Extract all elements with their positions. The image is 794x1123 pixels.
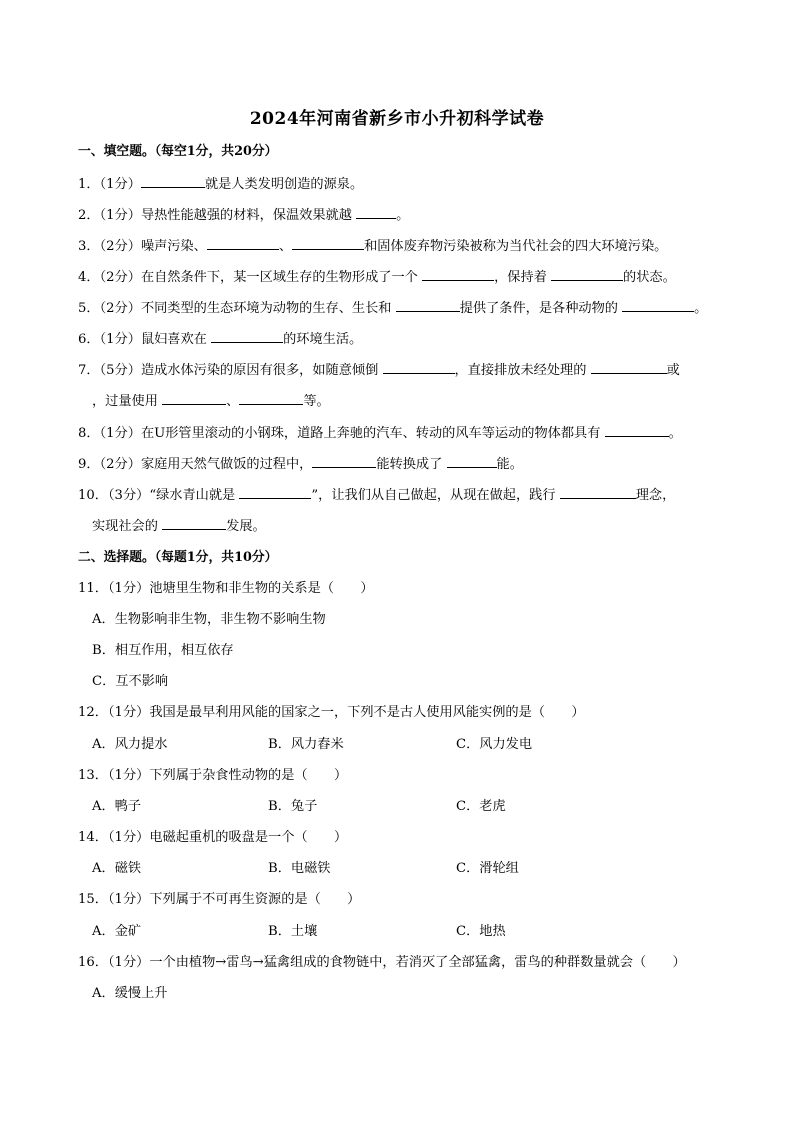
exam-title: 2024年河南省新乡市小升初科学试卷 xyxy=(249,109,545,129)
option-a[interactable]: A．风力提水 xyxy=(92,737,168,752)
answer-blank[interactable] xyxy=(422,267,494,281)
answer-blank[interactable] xyxy=(356,205,396,219)
answer-blank[interactable] xyxy=(292,236,364,250)
question-7: 7．（5分）造成水体污染的原因有很多，如随意倾倒 ，直接排放未经处理的 或 xyxy=(78,360,738,381)
options-row xyxy=(92,797,738,817)
question-11: 11．（1分）池塘里生物和非生物的关系是（ ） xyxy=(78,581,374,596)
answer-blank[interactable] xyxy=(551,267,623,281)
question-2: 2．（1分）导热性能越强的材料，保温效果就越 。 xyxy=(78,205,738,226)
option-c[interactable]: C．地热 xyxy=(456,924,506,939)
option-b[interactable]: B．土壤 xyxy=(268,924,318,939)
option-b[interactable]: B．兔子 xyxy=(268,799,318,814)
answer-blank[interactable] xyxy=(141,174,205,188)
question-4: 4．（2分）在自然条件下，某一区域生存的生物形成了一个 ，保持着 的状态。 xyxy=(78,267,738,288)
question-16: 16．（1分）一个由植物→雷鸟→猛禽组成的食物链中，若消灭了全部猛禽，雷鸟的种群数量就会（ ） xyxy=(78,955,686,970)
answer-blank[interactable] xyxy=(162,391,226,405)
option-b[interactable]: B．相互作用，相互依存 xyxy=(92,643,234,658)
answer-blank[interactable] xyxy=(622,298,694,312)
option-c[interactable]: C．互不影响 xyxy=(92,674,169,689)
answer-blank[interactable] xyxy=(383,360,455,374)
section-choice-heading: 二、选择题。（每题1分，共10分） xyxy=(78,550,278,565)
option-a[interactable]: A．鸭子 xyxy=(92,799,142,814)
option-c[interactable]: C．风力发电 xyxy=(456,737,533,752)
answer-blank[interactable] xyxy=(396,298,460,312)
answer-blank[interactable] xyxy=(239,391,303,405)
question-5: 5．（2分）不同类型的生态环境为动物的生存、生长和 提供了条件，是各种动物的 。 xyxy=(78,298,738,319)
question-15: 15．（1分）下列属于不可再生资源的是（ ） xyxy=(78,892,361,907)
answer-blank[interactable] xyxy=(447,454,497,468)
answer-blank[interactable] xyxy=(162,516,226,530)
answer-blank[interactable] xyxy=(591,360,667,374)
answer-blank[interactable] xyxy=(605,423,669,437)
question-9: 9．（2分）家庭用天然气做饭的过程中， 能转换成了 能。 xyxy=(78,454,738,475)
section-fill-heading: 一、填空题。（每空1分，共20分） xyxy=(78,144,278,159)
question-14: 14．（1分）电磁起重机的吸盘是一个（ ） xyxy=(78,830,348,845)
option-b[interactable]: B．风力舂米 xyxy=(268,737,344,752)
options-row xyxy=(92,859,738,879)
question-6: 6．（1分）鼠妇喜欢在 的环境生活。 xyxy=(78,329,738,350)
question-1: 1．（1分） 就是人类发明创造的源泉。 xyxy=(78,174,738,195)
option-a[interactable]: A．生物影响非生物，非生物不影响生物 xyxy=(92,612,326,627)
option-a[interactable]: A．金矿 xyxy=(92,924,142,939)
question-10-continued: 实现社会的 发展。 xyxy=(92,516,738,537)
question-12: 12．（1分）我国是最早利用风能的国家之一，下列不是古人使用风能实例的是（ ） xyxy=(78,705,585,720)
option-a[interactable]: A．缓慢上升 xyxy=(92,986,168,1001)
answer-blank[interactable] xyxy=(211,329,283,343)
question-10: 10．（3分）“绿水青山就是 ”，让我们从自己做起，从现在做起，践行 理念， xyxy=(78,485,738,506)
question-7-continued: ，过量使用 、 等。 xyxy=(92,391,738,412)
option-a[interactable]: A．磁铁 xyxy=(92,861,142,876)
options-row xyxy=(92,922,738,942)
option-c[interactable]: C．滑轮组 xyxy=(456,861,519,876)
option-b[interactable]: B．电磁铁 xyxy=(268,861,331,876)
answer-blank[interactable] xyxy=(207,236,279,250)
question-3: 3．（2分）噪声污染、 、 和固体废弃物污染被称为当代社会的四大环境污染。 xyxy=(78,236,738,257)
question-13: 13．（1分）下列属于杂食性动物的是（ ） xyxy=(78,768,348,783)
option-c[interactable]: C．老虎 xyxy=(456,799,506,814)
answer-blank[interactable] xyxy=(560,485,636,499)
options-row xyxy=(92,735,738,755)
answer-blank[interactable] xyxy=(239,485,311,499)
question-8: 8．（1分）在U形管里滚动的小钢珠，道路上奔驰的汽车、转动的风车等运动的物体都具有 。 xyxy=(78,423,738,444)
answer-blank[interactable] xyxy=(312,454,376,468)
